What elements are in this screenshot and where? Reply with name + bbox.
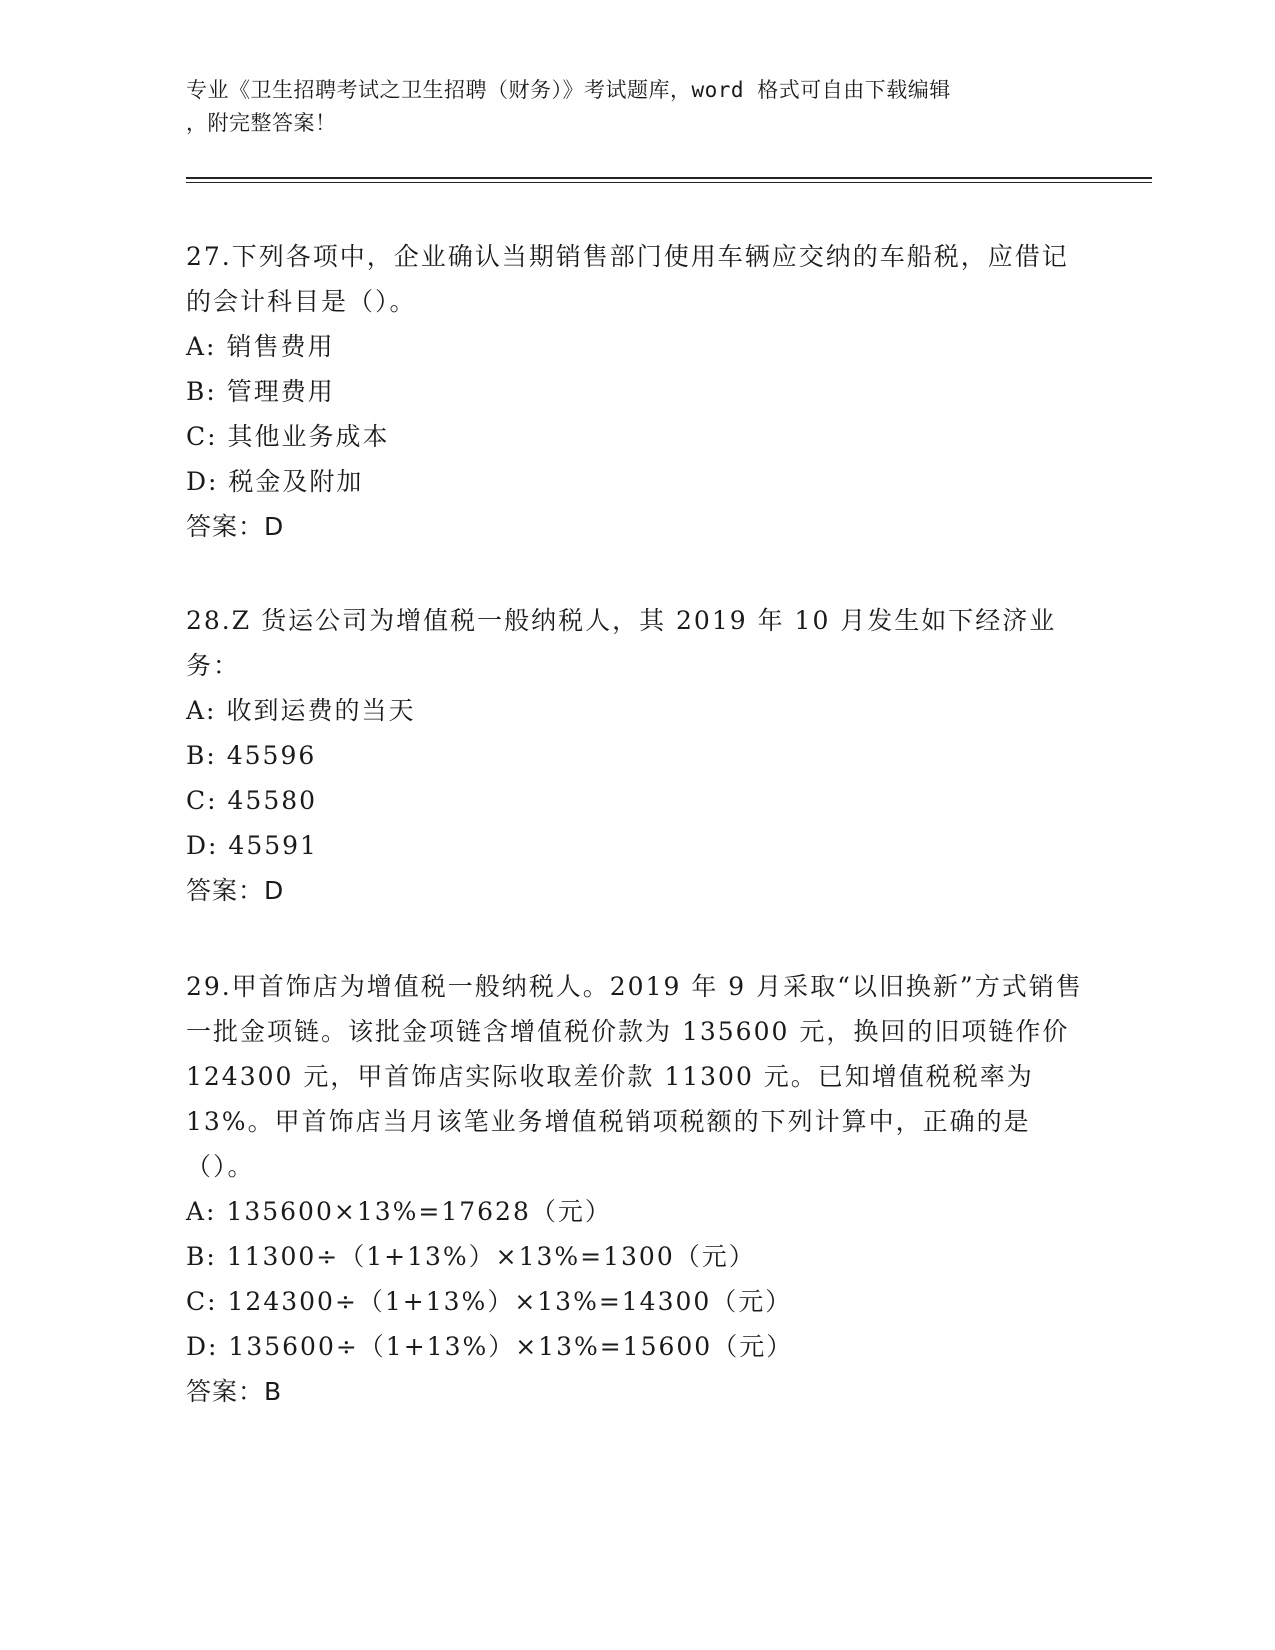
option-d: [186, 459, 1086, 504]
option-b: [186, 369, 1086, 414]
option-a: [186, 688, 1086, 733]
option-label: C:: [186, 786, 218, 815]
option-a: [186, 1189, 1086, 1234]
option-label: B:: [186, 1242, 217, 1271]
option-a: [186, 324, 1086, 369]
header-line-1: 专业《卫生招聘考试之卫生招聘（财务）》考试题库，word 格式可自由下载编辑: [186, 78, 951, 102]
option-c: [186, 1279, 1086, 1324]
answer-line: 答案：B: [186, 1377, 283, 1406]
option-d: [186, 823, 1086, 868]
option-label: A:: [186, 1197, 217, 1226]
question-stem: 27.下列各项中，企业确认当期销售部门使用车辆应交纳的车船税，应借记的会计科目是（）。: [186, 242, 1069, 316]
option-label: A:: [186, 696, 217, 725]
option-d: [186, 1324, 1086, 1369]
header-line-2: ，附完整答案！: [186, 111, 337, 135]
question-28: [186, 598, 1086, 913]
option-label: D:: [186, 467, 219, 496]
option-text: 其他业务成本: [227, 422, 390, 451]
option-label: C:: [186, 1287, 218, 1316]
option-label: D:: [186, 1332, 219, 1361]
option-label: B:: [186, 741, 217, 770]
document-header: [186, 74, 1066, 140]
option-c: [186, 778, 1086, 823]
answer-line: 答案：D: [186, 876, 285, 905]
question-stem: 28.Z 货运公司为增值税一般纳税人，其 2019 年 10 月发生如下经济业务：: [186, 606, 1057, 680]
option-text: 124300÷（1+13%）×13%=14300（元）: [227, 1287, 793, 1316]
option-label: C:: [186, 422, 218, 451]
question-stem: 29.甲首饰店为增值税一般纳税人。2019 年 9 月采取“以旧换新”方式销售一批金项链。该批金项链含增值税价款为 135600 元，换回的旧项链作价 124300 元，甲首饰店实际收取差价款 11300 元。已知增值税税率为 13%。甲首饰店当月该笔业务增值税销项税额的下列计算中，正确的是（）。: [186, 972, 1083, 1181]
option-text: 收到运费的当天: [226, 696, 416, 725]
option-text: 45580: [227, 786, 318, 815]
option-text: 135600×13%=17628（元）: [226, 1197, 612, 1226]
option-text: 135600÷（1+13%）×13%=15600（元）: [228, 1332, 794, 1361]
option-label: D:: [186, 831, 219, 860]
question-27: [186, 234, 1086, 549]
option-text: 11300÷（1+13%）×13%=1300（元）: [226, 1242, 756, 1271]
option-text: 45596: [226, 741, 317, 770]
option-text: 45591: [228, 831, 318, 860]
option-text: 税金及附加: [228, 467, 364, 496]
option-label: A:: [186, 332, 217, 361]
option-b: [186, 1234, 1086, 1279]
question-29: [186, 964, 1086, 1414]
header-divider-thick: [186, 177, 1152, 179]
answer-line: 答案：D: [186, 512, 285, 541]
option-c: [186, 414, 1086, 459]
header-divider-thin: [186, 182, 1152, 183]
option-text: 管理费用: [226, 377, 335, 406]
option-b: [186, 733, 1086, 778]
option-label: B:: [186, 377, 217, 406]
option-text: 销售费用: [226, 332, 335, 361]
